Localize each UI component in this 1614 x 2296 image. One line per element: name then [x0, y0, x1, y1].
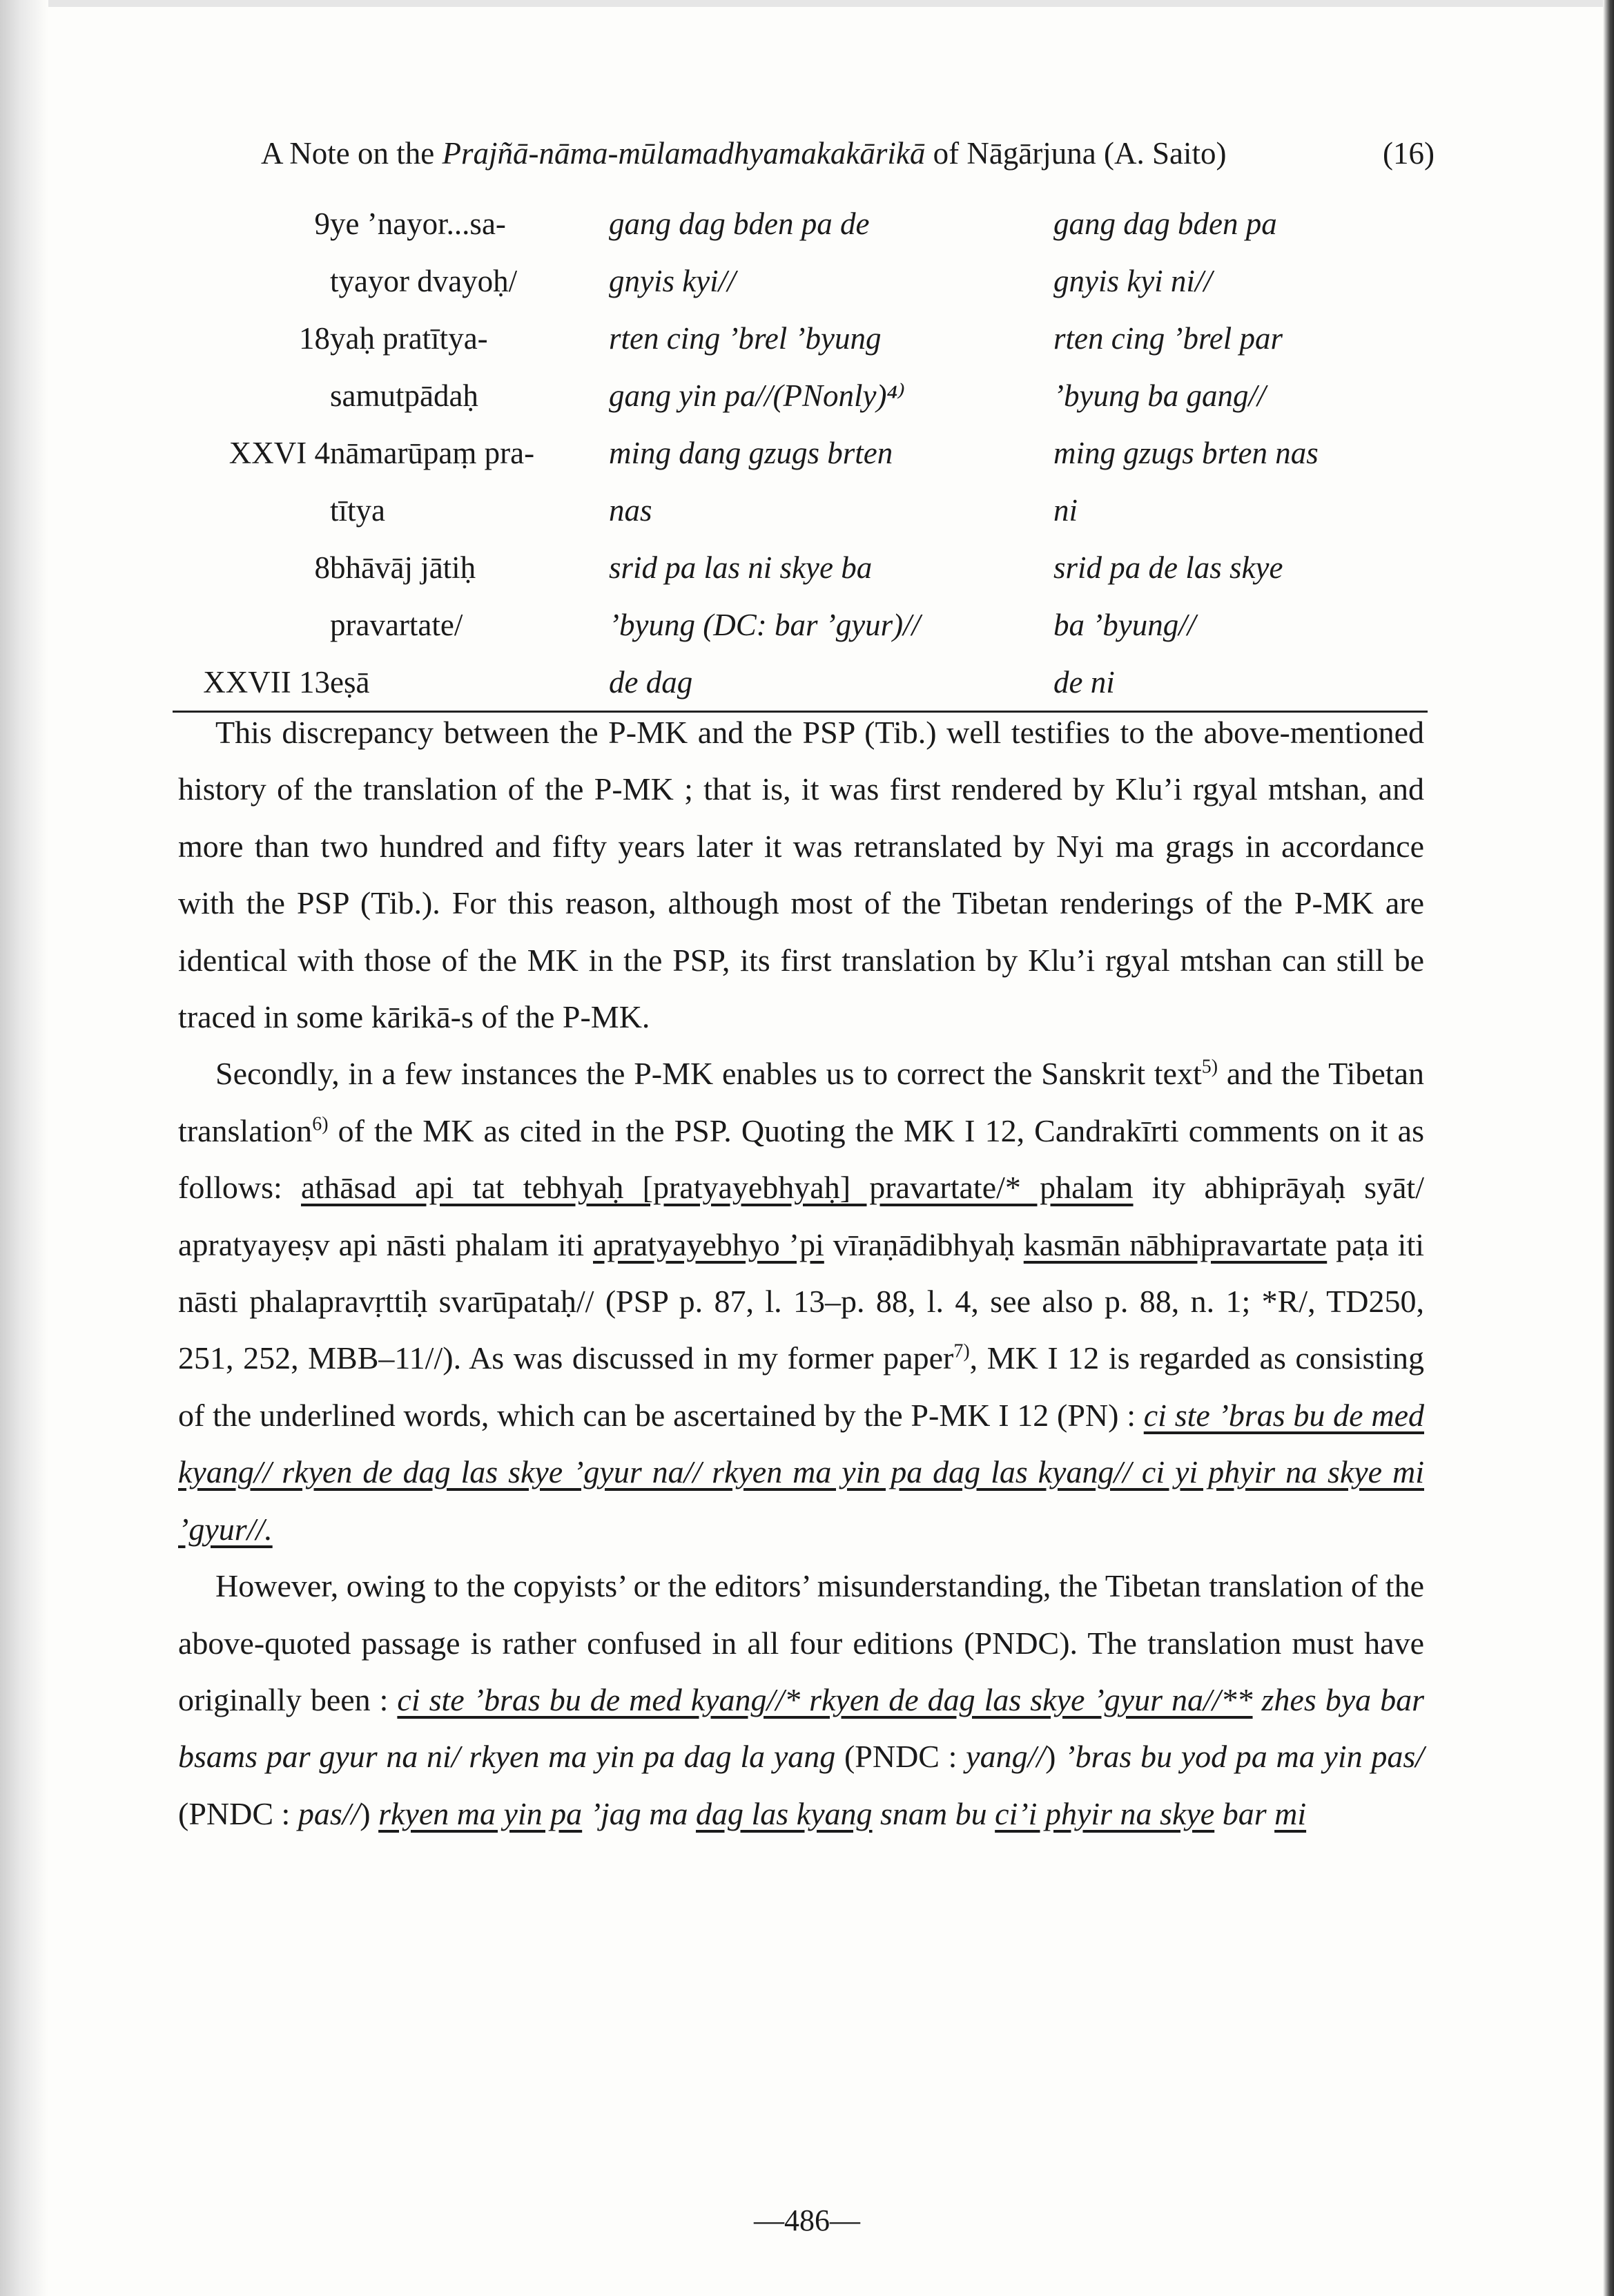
paragraph-1: This discrepancy between the P-MK and the PSP (Tib.) well testifies to the above-mentioned history of the translation of the P-MK ; that is, it was first rendered by Klu’i rgyal mtshan, and more than two hundred and fifty years later it was retranslated by Nyi ma grags in accordance with the PSP (Tib.). For this reason, although most of the Tibetan renderings of the P-MK are identical with those of the MK in the PSP, its first translation by Klu’i rgyal mtshan can still be traced in some kārikā-s of the P-MK. — [178, 715, 1424, 1035]
table-cell-ref: 8 — [314, 550, 330, 585]
underlined-passage: rkyen ma yin pa — [378, 1795, 583, 1831]
table-row — [173, 309, 1428, 367]
underlined-passage: mi — [1274, 1795, 1307, 1831]
footnote-ref: 7) — [953, 1341, 970, 1363]
table-cell-tib2: ming gzugs brten nas — [1053, 435, 1319, 470]
table-cell-tib1: nas — [609, 492, 652, 528]
scan-edge-left — [0, 0, 48, 2296]
table-cell-skt: tītya — [330, 492, 385, 528]
paragraph-2: Secondly, in a few instances the P-MK enables us to correct the Sanskrit text$^{5)}$ and the Tibetan translation$^{6)}$ of the MK as cited in the PSP. Quoting the MK I 12, Candrakīrti comments on it as follows: athāsad api tat tebhyaḥ [pratyayebhyaḥ] pravartate/* phalam ity abhiprāyaḥ syāt/ apratyayeṣv api nāsti phalam iti apratyayebhyo ’pi vīraṇādibhyaḥ kasmān nābhipravartate paṭa iti nāsti phalapravṛttiḥ svarūpataḥ// (PSP p. 87, l. 13–p. 88, l. 4, see also p. 88, n. 1; *R/, TD250, 251, 252, MBB–11//). As was discussed in my former paper$^{7)}$, MK I 12 is regarded as consisting of the underlined words, which can be ascertained by the P-MK I 12 (PN) : ci ste ’bras bu de med kyang// rkyen de dag las skye ’gyur na// rkyen ma yin pa dag las kyang// ci yi phyir na skye mi ’gyur//. — [178, 1056, 1424, 1547]
table-cell-tib1: gang yin pa//(PNonly)⁴⁾ — [609, 378, 906, 413]
table-cell-tib2: srid pa de las skye — [1053, 550, 1283, 585]
page-number: —486— — [754, 2203, 860, 2237]
underlined-passage: apratyayebhyo ’pi — [593, 1226, 824, 1262]
header-title: A Note on the Prajñā-nāma-mūlamadhyamakakārikā of Nāgārjuna (A. Saito) — [261, 136, 1227, 171]
table-cell-ref — [173, 481, 330, 539]
underlined-passage: ci ste ’bras bu de med kyang//* rkyen de dag las skye ’gyur na//** — [397, 1681, 1253, 1717]
scan-edge-right — [1603, 0, 1614, 2296]
underlined-passage: kasmān nābhipravartate — [1023, 1226, 1328, 1262]
table-cell-skt: yaḥ pratītya- — [330, 320, 488, 356]
table-cell-tib1: de dag — [609, 664, 693, 700]
table-cell-skt: tyayor dvayoḥ/ — [330, 263, 518, 298]
table-cell-skt: eṣā — [330, 664, 370, 700]
table-cell-skt: pravartate/ — [330, 607, 463, 642]
table-cell-tib2: gnyis kyi ni// — [1053, 263, 1212, 298]
table-cell-tib1: srid pa las ni skye ba — [609, 550, 873, 585]
table-row — [173, 596, 1428, 653]
table-cell-tib2: ’byung ba gang// — [1053, 378, 1266, 413]
table-cell-ref: XXVI 4 — [229, 435, 330, 470]
table-row — [173, 424, 1428, 481]
paragraph-3: However, owing to the copyists’ or the editors’ misunderstanding, the Tibetan translation of the above-quoted passage is rather confused in all four editions (PNDC). The translation must have originally been : ci ste ’bras bu de med kyang//* rkyen de dag las skye ’gyur na//** zhes bya bar bsams par gyur na ni/ rkyen ma yin pa dag la yang (PNDC : yang//) ’bras bu yod pa ma yin pas/ (PNDC : pas//) rkyen ma yin pa ’jag ma dag las kyang snam bu ci’i phyir na skye bar mi — [178, 1568, 1424, 1831]
work-title: Prajñā-nāma-mūlamadhyamakakārikā — [442, 136, 926, 171]
table-cell-tib2: gang dag bden pa — [1053, 206, 1277, 241]
table-row — [173, 481, 1428, 539]
table-cell-ref: 18 — [299, 320, 330, 356]
page-marker: (16) — [1383, 136, 1435, 171]
table-cell-tib1: rten cing ’brel ’byung — [609, 320, 882, 356]
table-cell-skt: ye ’nayor...sa- — [330, 206, 506, 241]
table-row — [173, 539, 1428, 596]
footnote-ref: 6) — [312, 1113, 329, 1135]
underlined-passage: dag las kyang — [696, 1795, 873, 1831]
body-text — [178, 704, 1424, 1842]
table-cell-ref: XXVII 13 — [203, 664, 330, 700]
table-cell-tib1: ming dang gzugs brten — [609, 435, 893, 470]
table-row — [173, 653, 1428, 712]
table-cell-skt: bhāvāj jātiḥ — [330, 550, 476, 585]
table-cell-tib2: rten cing ’brel par — [1053, 320, 1283, 356]
underlined-passage: ci ste ’bras bu de med kyang// rkyen de dag las skye ’gyur na// rkyen ma yin pa dag las kyang// ci yi phyir na skye mi ’gyur//. — [178, 1397, 1424, 1547]
table-cell-tib1: gnyis kyi// — [609, 263, 736, 298]
table-cell-tib2: ba ’byung// — [1053, 607, 1196, 642]
underlined-passage: athāsad api tat tebhyaḥ [pratyayebhyaḥ] pravartate/* phalam — [301, 1170, 1134, 1206]
table-cell-tib1: ’byung (DC: bar ’gyur)// — [609, 607, 921, 642]
table-cell-skt: samutpādaḥ — [330, 378, 478, 413]
running-header — [261, 135, 1435, 171]
table-cell-ref — [173, 252, 330, 309]
comparison-table — [173, 195, 1428, 713]
table-row — [173, 195, 1428, 252]
table-cell-skt: nāmarūpaṃ pra- — [330, 435, 535, 470]
table-cell-tib2: de ni — [1053, 664, 1115, 700]
table-cell-tib2: ni — [1053, 492, 1078, 528]
table-row — [173, 252, 1428, 309]
table-cell-ref: 9 — [314, 206, 330, 241]
table-cell-ref — [173, 367, 330, 424]
footnote-ref: 5) — [1201, 1057, 1218, 1079]
table-cell-ref — [173, 596, 330, 653]
table-row — [173, 367, 1428, 424]
table-cell-tib1: gang dag bden pa de — [609, 206, 870, 241]
scan-edge-top — [0, 0, 1614, 7]
underlined-passage: ci’i phyir na skye — [995, 1795, 1215, 1831]
